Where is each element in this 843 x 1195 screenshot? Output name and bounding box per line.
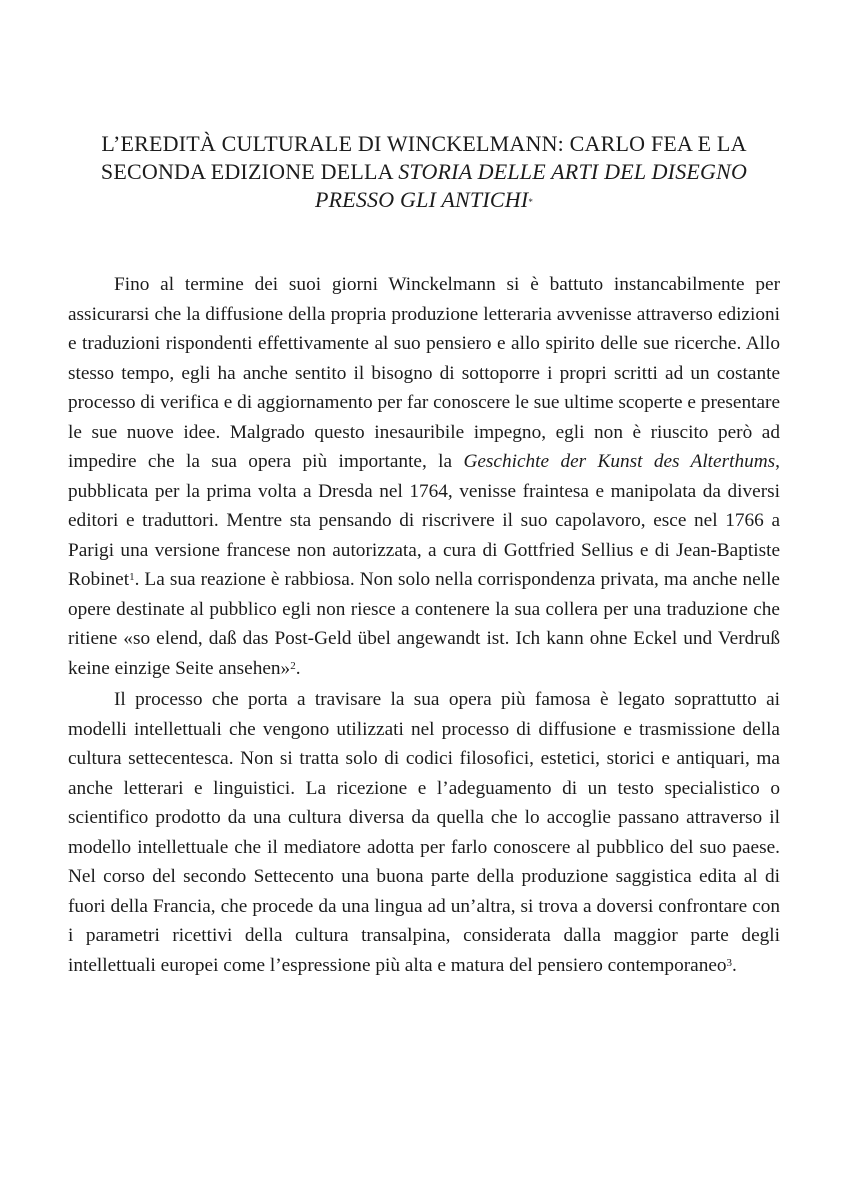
article-body <box>68 270 780 980</box>
paragraph-1-text-b: , pubblicata per la prima volta a Dresda nel 1764, venisse fraintesa e manipolata da diversi editori e traduttori. Mentre sta pensando di riscrivere il suo capolavoro, esce nel 1766 a Parigi una versione francese non autorizzata, a cura di Gottfried Sellius e di Jean-Baptiste Robinet <box>68 451 780 590</box>
footnote-ref-3: 3 <box>726 956 733 969</box>
paragraph-1-text-d: . <box>295 657 301 679</box>
paragraph-2-text-a: Il processo che porta a travisare la sua opera più famosa è legato soprattutto ai modelli intellettuali che vengono utilizzati nel processo di diffusione e trasmissione della cultura settecentesca. Non si tratta solo di codici filosofici, estetici, storici e antiquari, ma anche letterari e linguistici. La ricezione e l’adeguamento di un testo specialistico o scientifico prodotto da una cultura diversa da quella che lo accoglie passano attraverso il modello intellettuale che il mediatore adotta per farlo conoscere al pubblico del suo paese. Nel corso del secondo Settecento una buona parte della produzione saggistica edita al di fuori della Francia, che procede da una lingua ad un’altra, si trova a doversi confrontare con i parametri ricettivi della cultura transalpina, considerata dalla maggior parte degli intellettuali europei come l’espressione più alta e matura del pensiero contemporaneo <box>68 689 780 976</box>
title-line-2-roman: SECONDA EDIZIONE DELLA <box>100 159 399 184</box>
paragraph-2 <box>68 685 780 980</box>
article-title <box>68 130 780 214</box>
italic-book-title: Geschichte der Kunst des Alterthums <box>463 451 776 472</box>
title-footnote-mark: * <box>528 197 534 207</box>
paragraph-2-text-b: . <box>732 954 737 976</box>
paragraph-1-text-c: . La sua reazione è rabbiosa. Non solo nella corrispondenza privata, ma anche nelle opere destinate al pubblico egli non riesce a contenere la sua collera per una traduzione che ritiene «so elend, daß das Post-Geld übel angewandt ist. Ich kann ohne Eckel und Verdruß keine einzige Seite ansehen» <box>68 569 780 679</box>
title-line-2-italic: STORIA DELLE ARTI DEL DISEGNO <box>398 159 748 184</box>
footnote-ref-2: 2 <box>290 659 296 672</box>
footnote-ref-1: 1 <box>129 571 135 583</box>
page-content <box>68 130 780 980</box>
paragraph-1-text-a: Fino al termine dei suoi giorni Winckelmann si è battuto instancabilmente per assicurarsi che la diffusione della propria produzione letteraria avvenisse attraverso edizioni e traduzioni rispondenti effettivamente al suo pensiero e allo spirito delle sue ricerche. Allo stesso tempo, egli ha anche sentito il bisogno di sottoporre i propri scritti ad un costante processo di verifica e di aggiornamento per far conoscere le sue ultime scoperte e presentare le sue nuove idee. Malgrado questo inesauribile impegno, egli non è riuscito però ad impedire che la sua opera più importante, la <box>68 274 781 472</box>
paragraph-1 <box>68 270 780 683</box>
title-line-3-italic: PRESSO GLI ANTICHI <box>314 187 529 212</box>
title-line-1: L’EREDITÀ CULTURALE DI WINCKELMANN: CARLO FEA E LA <box>101 131 747 156</box>
